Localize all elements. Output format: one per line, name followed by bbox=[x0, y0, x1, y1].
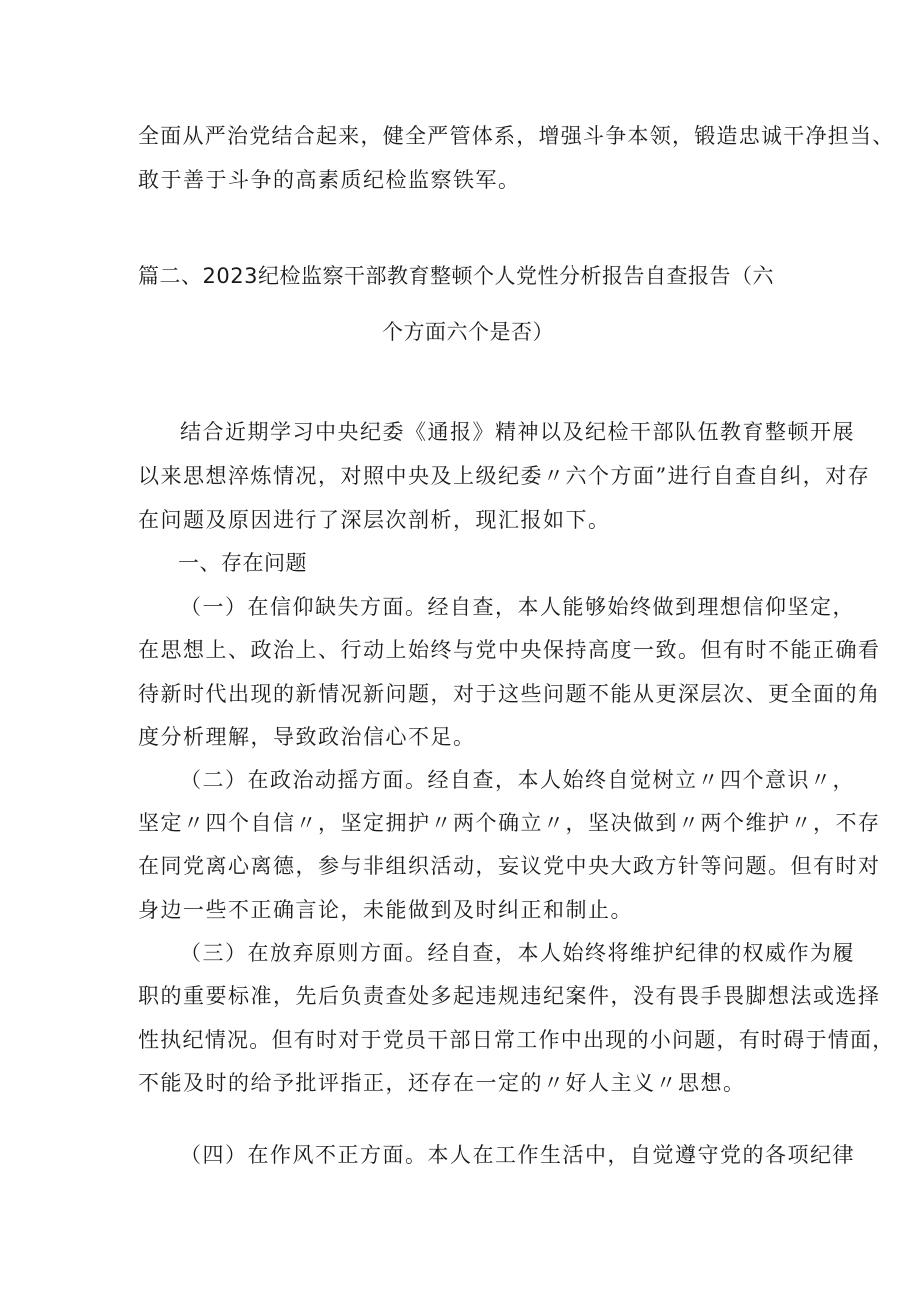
item3-line-2: 职的重要标准，先后负责查处多起违规违纪案件，没有畏手畏脚想法或选择 bbox=[138, 984, 881, 1008]
item2-line-2: 坚定〃四个自信〃，坚定拥护〃两个确立〃，坚决做到〃两个维护〃，不存 bbox=[138, 811, 881, 835]
preface-line-3: 在问题及原因进行了深层次剖析，现汇报如下。 bbox=[138, 508, 611, 532]
item2-line-3: 在同党离心离德，参与非组织活动，妄议党中央大政方针等问题。但有时对 bbox=[138, 854, 881, 878]
item3-line-4: 不能及时的给予批评指正，还存在一定的〃好人主义〃思想。 bbox=[138, 1071, 746, 1095]
intro-line-1: 全面从严治党结合起来，健全严管体系，增强斗争本领，锻造忠诚干净担当、 bbox=[138, 124, 895, 148]
item4-line-1: （四）在作风不正方面。本人在工作生活中，自觉遵守党的各项纪律 bbox=[180, 1143, 855, 1167]
item1-line-2: 在思想上、政治上、行动上始终与党中央保持高度一致。但有时不能正确看 bbox=[138, 638, 881, 662]
item1-line-1: （一）在信仰缺失方面。经自查，本人能够始终做到理想信仰坚定， bbox=[180, 595, 855, 619]
article-title-line-1: 篇二、2023纪检监察干部教育整顿个人党性分析报告自查报告（六 bbox=[138, 264, 774, 288]
intro-line-2: 敢于善于斗争的高素质纪检监察铁军。 bbox=[138, 168, 521, 192]
preface-line-1: 结合近期学习中央纪委《通报》精神以及纪检干部队伍教育整顿开展 bbox=[180, 420, 855, 444]
item1-line-3: 待新时代出现的新情况新问题，对于这些问题不能从更深层次、更全面的角 bbox=[138, 682, 881, 706]
item2-line-1: （二）在政治动摇方面。经自查，本人始终自觉树立〃四个意识〃， bbox=[180, 768, 855, 792]
item3-line-3: 性执纪情况。但有时对于党员干部日常工作中出现的小问题，有时碍于情面， bbox=[138, 1028, 895, 1052]
item1-line-4: 度分析理解，导致政治信心不足。 bbox=[138, 725, 476, 749]
section-heading: 一、存在问题 bbox=[178, 551, 307, 575]
article-title-line-2: 个方面六个是否） bbox=[382, 320, 554, 344]
item2-line-4: 身边一些不正确言论，未能做到及时纠正和制止。 bbox=[138, 898, 633, 922]
preface-line-2: 以来思想淬炼情况，对照中央及上级纪委〃六个方面”进行自查自纠，对存 bbox=[138, 464, 871, 488]
item3-line-1: （三）在放弃原则方面。经自查，本人始终将维护纪律的权威作为履 bbox=[180, 941, 855, 965]
